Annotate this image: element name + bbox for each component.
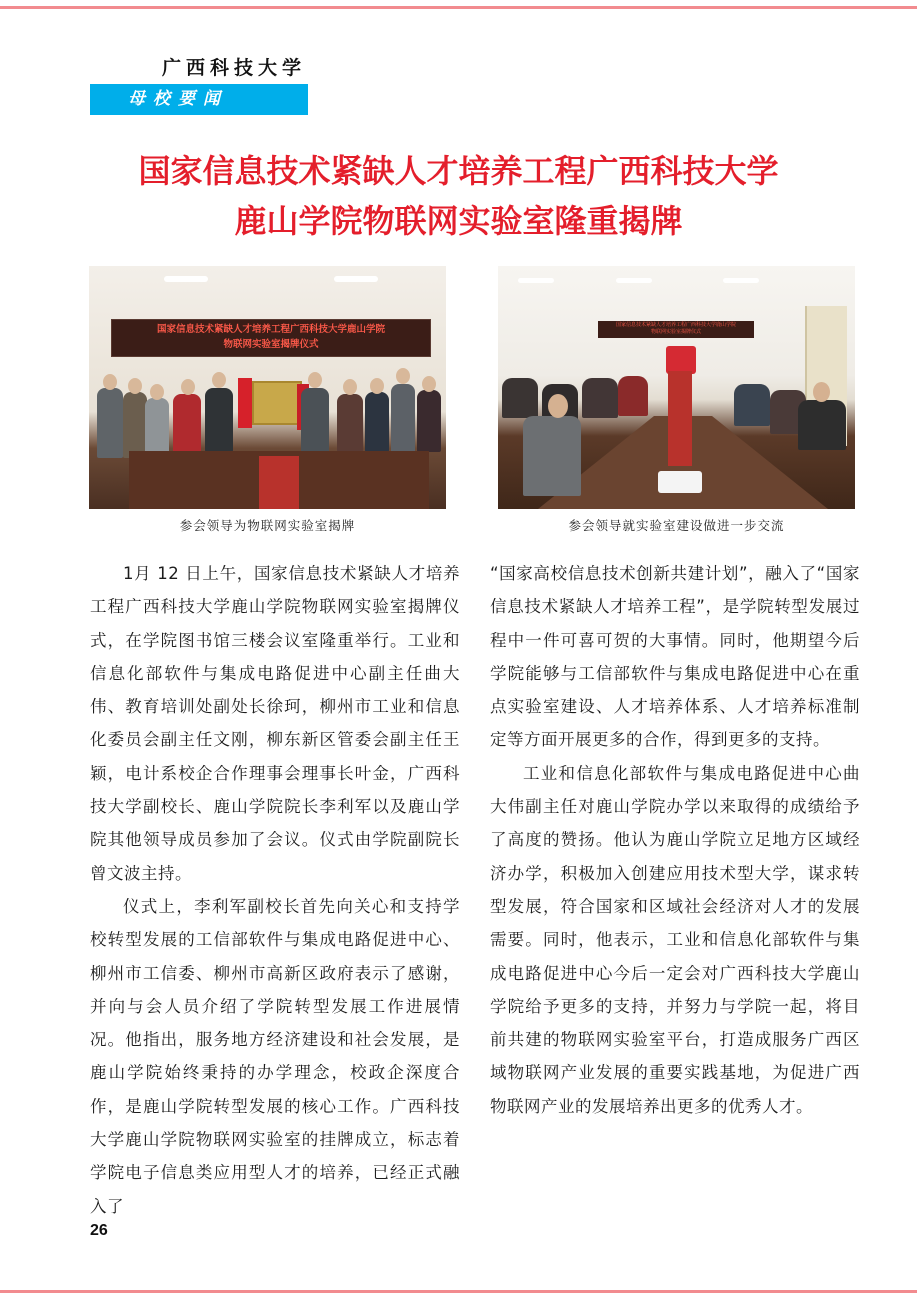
figure-caption: 参会领导为物联网实验室揭牌	[179, 518, 356, 533]
article-headline	[60, 146, 857, 246]
led-banner-line-1: 国家信息技术紧缺人才培养工程广西科技大学鹿山学院	[615, 322, 736, 328]
school-name: 广西科技大学	[161, 57, 306, 79]
person	[798, 400, 846, 450]
led-banner-line-2: 物联网实验室揭牌仪式	[223, 339, 319, 350]
headline-line-1: 国家信息技术紧缺人才培养工程广西科技大学	[138, 152, 779, 190]
person-head	[370, 378, 384, 394]
person	[582, 378, 618, 418]
figure-discussion	[498, 266, 855, 534]
person-head	[308, 372, 322, 388]
person-head	[103, 374, 117, 390]
person-head	[548, 394, 568, 418]
person	[618, 376, 648, 416]
ceiling-light	[723, 278, 759, 283]
paragraph: 仪式上，李利军副校长首先向关心和支持学校转型发展的工信部软件与集成电路促进中心、柳州市工信委、柳州市高新区政府表示了感谢，并向与会人员介绍了学院转型发展工作进展情况。他指出，服务地方经济建设和社会发展，是鹿山学院始终秉持的办学理念，校政企深度合作，是鹿山学院转型发展的核心工作。广西科技大学鹿山学院物联网实验室的挂牌成立，标志着学院电子信息类应用型人才的培养，已经正式融入了	[90, 896, 460, 1216]
led-banner-line-2: 物联网实验室揭牌仪式	[650, 329, 701, 335]
person	[205, 388, 233, 452]
person-head	[396, 368, 410, 384]
red-covered-podium	[666, 346, 696, 374]
ceiling-light	[616, 278, 652, 283]
person-head	[181, 379, 195, 395]
person	[301, 388, 329, 454]
projector	[658, 471, 702, 493]
person	[391, 384, 415, 454]
headline-line-2: 鹿山学院物联网实验室隆重揭牌	[234, 202, 683, 240]
ceiling-light	[518, 278, 554, 283]
person-head	[150, 384, 164, 400]
person-head	[128, 378, 142, 394]
person	[97, 388, 123, 458]
paragraph-continued: “国家高校信息技术创新共建计划”，融入了“国家信息技术紧缺人才培养工程”，是学院转型发展过程中一件可喜可贺的大事情。同时，他期望今后学院能够与工信部软件与集成电路促进中心在重点实验室建设、人才培养体系、人才培养标准制定等方面开展更多的合作，得到更多的支持。	[490, 564, 860, 750]
person-head	[813, 382, 830, 402]
top-decorative-rule	[0, 6, 917, 9]
led-banner	[111, 319, 431, 357]
person	[502, 378, 538, 418]
person	[523, 416, 581, 496]
paragraph: 1月 12 日上午，国家信息技术紧缺人才培养工程广西科技大学鹿山学院物联网实验室揭牌仪式，在学院图书馆三楼会议室隆重举行。工业和信息化部软件与集成电路促进中心副主任曲大伟、教育培训处副处长徐珂，柳州市工业和信息化委员会副主任文刚，柳东新区管委会副主任王颖，电计系校企合作理事会理事长叶金，广西科技大学副校长、鹿山学院院长李利军以及鹿山学院其他领导成员参加了会议。仪式由学院副院长曾文波主持。	[90, 564, 460, 883]
led-banner	[598, 321, 754, 338]
masthead	[90, 56, 308, 115]
figure-caption: 参会领导就实验室建设做进一步交流	[568, 518, 785, 533]
person-head	[422, 376, 436, 392]
section-label-bar: 母校要闻	[90, 84, 308, 115]
person	[417, 390, 441, 452]
table-runner	[668, 371, 692, 466]
person	[734, 384, 770, 426]
person	[123, 392, 147, 458]
page-number: 26	[90, 1222, 108, 1239]
ceiling-light	[334, 276, 378, 282]
paragraph: 工业和信息化部软件与集成电路促进中心曲大伟副主任对鹿山学院办学以来取得的成绩给予了高度的赞扬。他认为鹿山学院立足地方区域经济办学，积极加入创建应用技术型大学，谋求转型发展，符合国家和区域社会经济对人才的发展需要。同时，他表示，工业和信息化部软件与集成电路促进中心今后一定会对广西科技大学鹿山学院给予更多的支持，并努力与学院一起，将目前共建的物联网实验室平台，打造成服务广西区域物联网产业发展的重要实践基地，为促进广西物联网产业的发展培养出更多的优秀人才。	[490, 763, 860, 1116]
photo-unveiling-ceremony	[89, 266, 446, 509]
red-cloth	[238, 378, 252, 428]
photo-meeting-discussion	[498, 266, 855, 509]
bottom-decorative-rule	[0, 1290, 917, 1293]
person-head	[343, 379, 357, 395]
person	[337, 394, 363, 452]
person-head	[212, 372, 226, 388]
led-banner-line-1: 国家信息技术紧缺人才培养工程广西科技大学鹿山学院	[156, 324, 385, 335]
person	[173, 394, 201, 454]
person	[365, 392, 389, 452]
plaque	[252, 381, 302, 425]
article-column-left	[90, 557, 460, 1223]
table-runner	[259, 456, 299, 509]
article-column-right	[490, 557, 860, 1123]
ceiling-light	[164, 276, 208, 282]
figure-unveiling	[89, 266, 446, 534]
